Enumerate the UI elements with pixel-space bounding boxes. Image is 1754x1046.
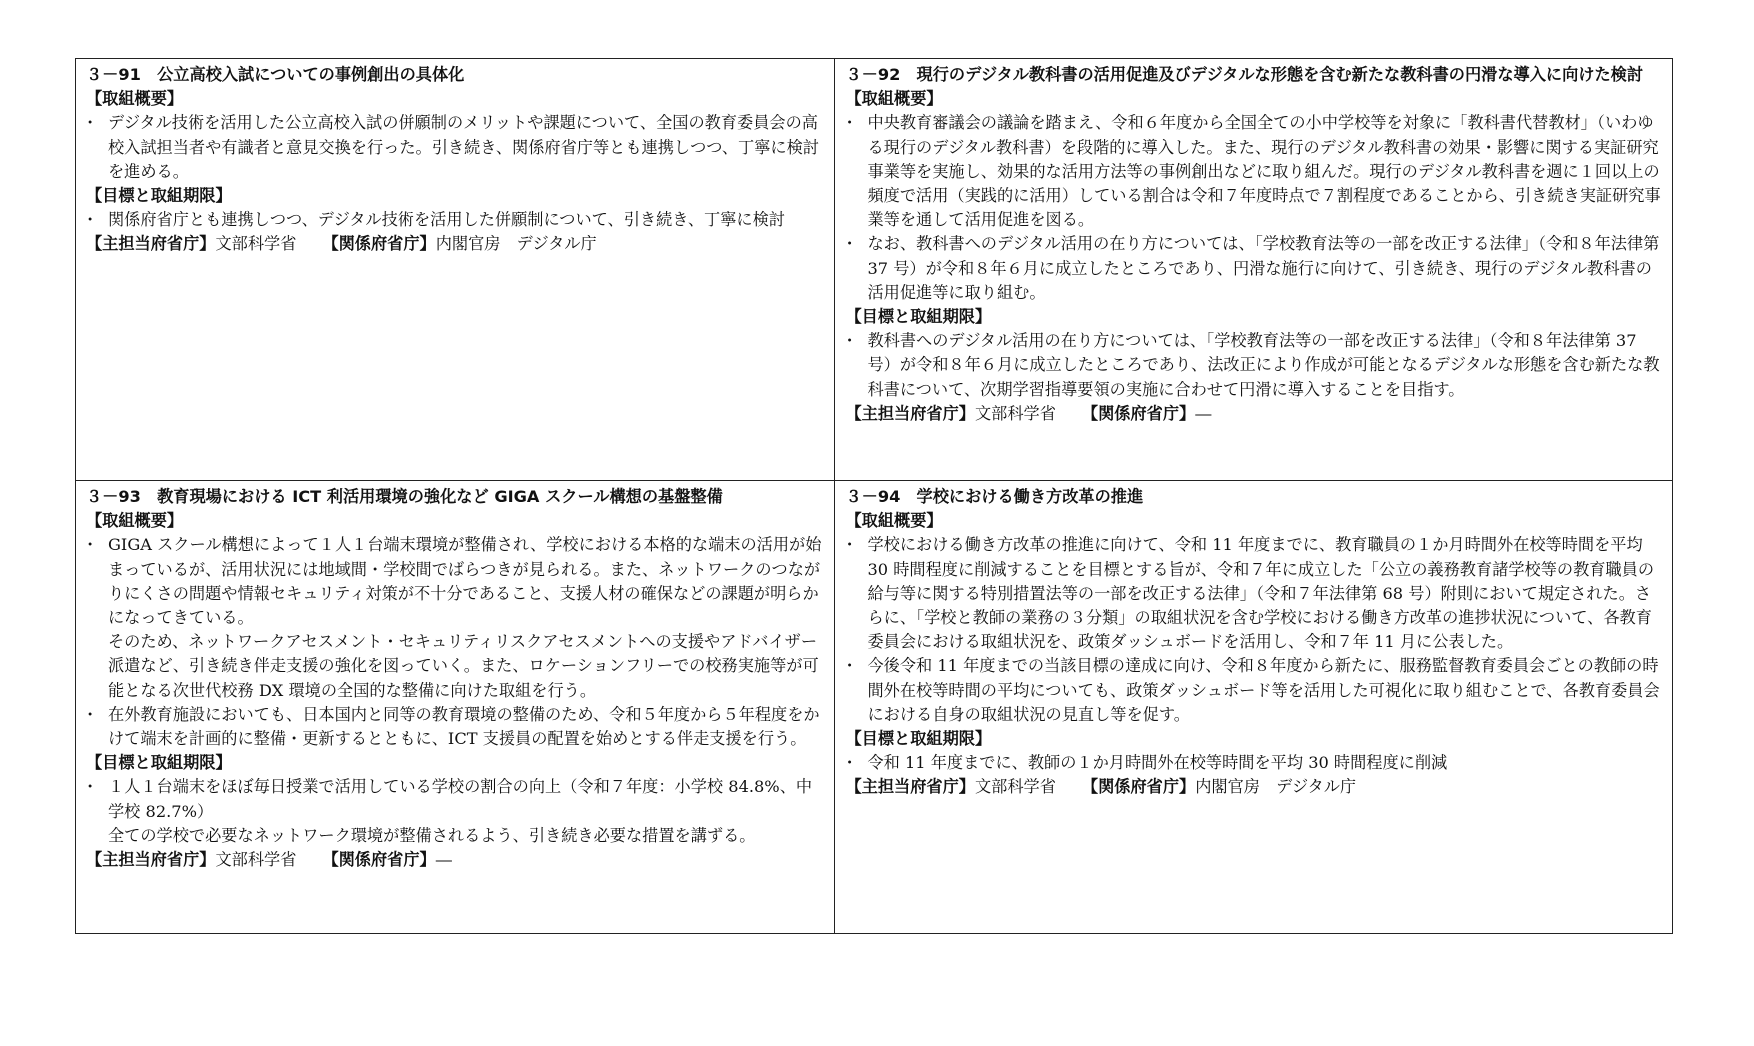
measure-cell-3-93 [76,481,835,934]
target-item: ・ 教科書へのデジタル活用の在り方については、「学校教育法等の一部を改正する法律」（令和８年法律第 37 号）が令和８年６月に成立したところであり、法改正により作成が可能となるデジタルな形態を含む新たな教科書について、次期学習指導要領の実施に合わせて円滑に導入することを目指す。 [845,329,1662,402]
overview-heading: 【取組概要】 [845,511,943,531]
target-heading: 【目標と取組期限】 [86,753,232,773]
related-ministry-label: 【関係府省庁】 [1081,403,1196,423]
measure-title: ３－94 学校における働き方改革の推進 [845,487,1144,506]
table-row [76,59,1673,481]
main-ministry-label: 【主担当府省庁】 [845,403,975,423]
overview-item: ・ 学校における働き方改革の推進に向けて、令和 11 年度までに、教育職員の１か月時間外在校等時間を平均 30 時間程度に削減することを目標とする旨が、令和７年に成立した「公立の義務教育諸学校等の教育職員の給与等に関する特別措置法等の一部を改正する法律」（令和７年法律第 68 号）附則において規定された。さらに、「学校と教師の業務の３分類」の取組状況を含む学校における働き方改革の進捗状況について、各教育委員会における取組状況を、政策ダッシュボードを活用し、令和７年 11 月に公表した。 [845,533,1662,654]
overview-list [845,533,1662,727]
measure-title: ３－91 公立高校入試についての事例創出の具体化 [86,65,465,84]
related-ministry-value: ― [435,850,452,870]
target-item: 全ての学校で必要なネットワーク環境が整備されるよう、引き続き必要な措置を講ずる。 [108,825,756,845]
ministry-line [86,232,824,256]
target-item: ・ 関係府省庁とも連携しつつ、デジタル技術を活用した併願制について、引き続き、丁寧に検討 [86,208,824,232]
overview-heading: 【取組概要】 [86,89,184,109]
related-ministry-label: 【関係府省庁】 [322,850,436,870]
overview-item: ・ 中央教育審議会の議論を踏まえ、令和６年度から全国全ての小中学校等を対象に「教科書代替教材」（いわゆる現行のデジタル教科書）を段階的に導入した。また、現行のデジタル教科書の効果・影響に関する実証研究事業等を実施し、効果的な活用方法等の事例創出などに取り組んだ。現行のデジタル教科書を週に１回以上の頻度で活用（実践的に活用）している割合は令和７年度時点で７割程度であることから、引き続き実証研究事業等を通して活用促進を図る。 [845,111,1662,232]
overview-item: ・ 在外教育施設においても、日本国内と同等の教育環境の整備のため、令和５年度から５年程度をかけて端末を計画的に整備・更新するとともに、ICT 支援員の配置を始めとする伴走支援を行う。 [86,703,824,751]
target-heading: 【目標と取組期限】 [845,307,992,327]
target-item: ・ 令和 11 年度までに、教師の１か月時間外在校等時間を平均 30 時間程度に削減 [845,751,1662,775]
target-list [845,751,1662,775]
related-ministry-value: ― [1195,403,1212,423]
measures-table [75,58,1673,934]
target-list [845,329,1662,402]
overview-item: ・ 今後令和 11 年度までの当該目標の達成に向け、令和８年度から新たに、服務監督教育委員会ごとの教師の時間外在校等時間の平均についても、政策ダッシュボード等を活用した可視化に取り組むことで、各教育委員会における自身の取組状況の見直し等を促す。 [845,654,1662,727]
target-heading: 【目標と取組期限】 [86,186,232,206]
main-ministry-value: 文部科学省 [215,850,297,870]
overview-heading: 【取組概要】 [845,89,943,109]
measure-cell-3-91 [76,59,835,481]
ministry-line [86,848,824,872]
overview-item: ・ デジタル技術を活用した公立高校入試の併願制のメリットや課題について、全国の教育委員会の高校入試担当者や有識者と意見交換を行った。引き続き、関係府省庁等とも連携しつつ、丁寧に検討を進める。 [86,111,824,184]
target-heading: 【目標と取組期限】 [845,729,992,749]
table-row [76,481,1673,934]
main-ministry-label: 【主担当府省庁】 [86,850,216,870]
overview-item: ・ GIGA スクール構想によって１人１台端末環境が整備され、学校における本格的な端末の活用が始まっているが、活用状況には地域間・学校間でばらつきが見られる。また、ネットワークのつながりにくさの問題や情報セキュリティ対策が不十分であること、支援人材の確保などの課題が明らかになってきている。 [86,533,824,630]
overview-list [86,111,824,184]
main-ministry-label: 【主担当府省庁】 [86,234,216,254]
overview-item: そのため、ネットワークアセスメント・セキュリティリスクアセスメントへの支援やアドバイザー派遣など、引き続き伴走支援の強化を図っていく。また、ロケーションフリーでの校務実施等が可能となる次世代校務 DX 環境の全国的な整備に向けた取組を行う。 [108,632,819,700]
target-list [86,775,824,848]
target-item: ・ １人１台端末をほぼ毎日授業で活用している学校の割合の向上（令和７年度：小学校 84.8%、中学校 82.7%） [86,775,824,823]
ministry-line [845,775,1662,799]
measure-title: ３－92 現行のデジタル教科書の活用促進及びデジタルな形態を含む新たな教科書の円滑な導入に向けた検討 [845,65,1644,84]
ministry-line [845,402,1662,426]
main-ministry-value: 文部科学省 [215,234,297,254]
main-ministry-value: 文部科学省 [974,777,1056,797]
main-ministry-value: 文部科学省 [974,403,1056,423]
overview-list [845,111,1662,305]
measure-cell-3-94 [835,481,1673,934]
related-ministry-value: 内閣官房 デジタル庁 [435,234,597,254]
target-list [86,208,824,232]
related-ministry-label: 【関係府省庁】 [322,234,436,254]
measure-title: ３－93 教育現場における ICT 利活用環境の強化など GIGA スクール構想の基盤整備 [86,487,723,506]
related-ministry-label: 【関係府省庁】 [1081,777,1196,797]
measure-cell-3-92 [835,59,1673,481]
overview-item: ・ なお、教科書へのデジタル活用の在り方については、「学校教育法等の一部を改正する法律」（令和８年法律第 37 号）が令和８年６月に成立したところであり、円滑な施行に向けて、引き続き、現行のデジタル教科書の活用促進等に取り組む。 [845,232,1662,305]
related-ministry-value: 内閣官房 デジタル庁 [1195,777,1357,797]
overview-heading: 【取組概要】 [86,511,184,531]
main-ministry-label: 【主担当府省庁】 [845,777,975,797]
overview-list [86,533,824,751]
